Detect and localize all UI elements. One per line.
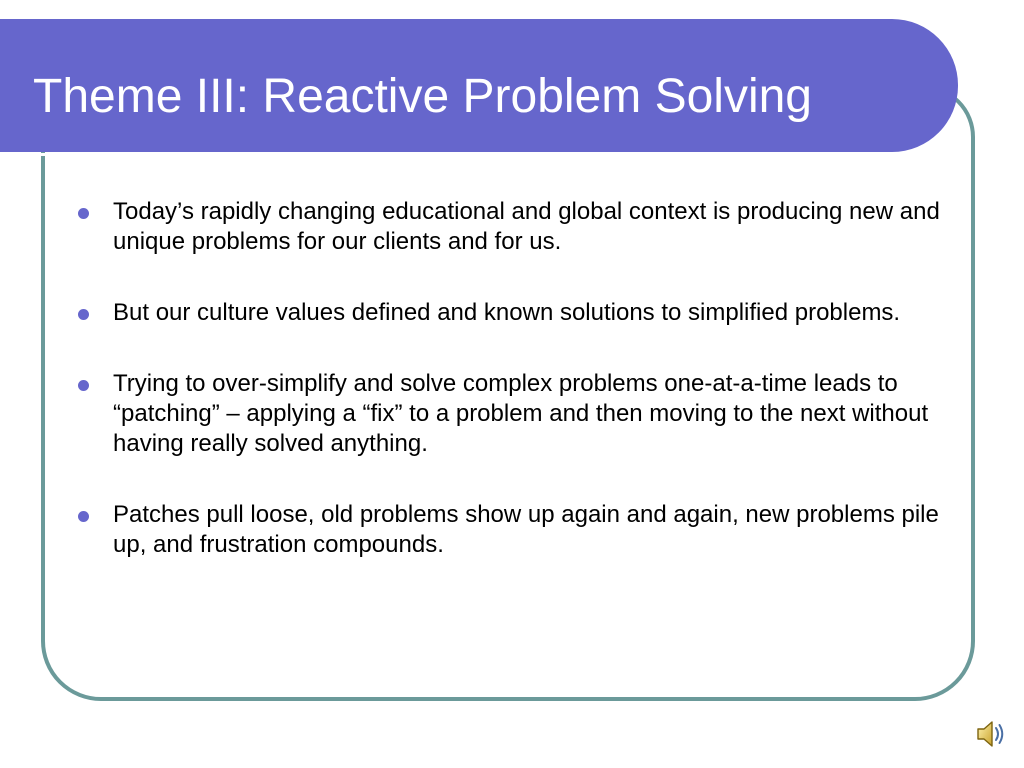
- slide-title: Theme III: Reactive Problem Solving: [33, 70, 812, 123]
- title-underline: [0, 153, 905, 156]
- bullet-text: Patches pull loose, old problems show up again and again, new problems pile up, and frustration compounds.: [113, 501, 939, 558]
- bullet-list: [78, 197, 958, 601]
- bullet-item: [78, 298, 958, 328]
- bullet-text: But our culture values defined and known solutions to simplified problems.: [113, 299, 901, 326]
- bullet-item: [78, 500, 958, 560]
- bullet-item: [78, 197, 958, 257]
- bullet-dot-icon: [78, 380, 89, 391]
- bullet-text: Today’s rapidly changing educational and global context is producing new and unique problems for our clients and for us.: [113, 198, 940, 255]
- bullet-dot-icon: [78, 208, 89, 219]
- bullet-dot-icon: [78, 511, 89, 522]
- bullet-item: [78, 369, 958, 459]
- bullet-text: Trying to over-simplify and solve complex problems one-at-a-time leads to “patching” – applying a “fix” to a problem and then moving to the next without having really solved anything.: [113, 370, 929, 457]
- title-bar: [0, 19, 958, 152]
- speaker-icon[interactable]: [974, 717, 1008, 751]
- bullet-dot-icon: [78, 309, 89, 320]
